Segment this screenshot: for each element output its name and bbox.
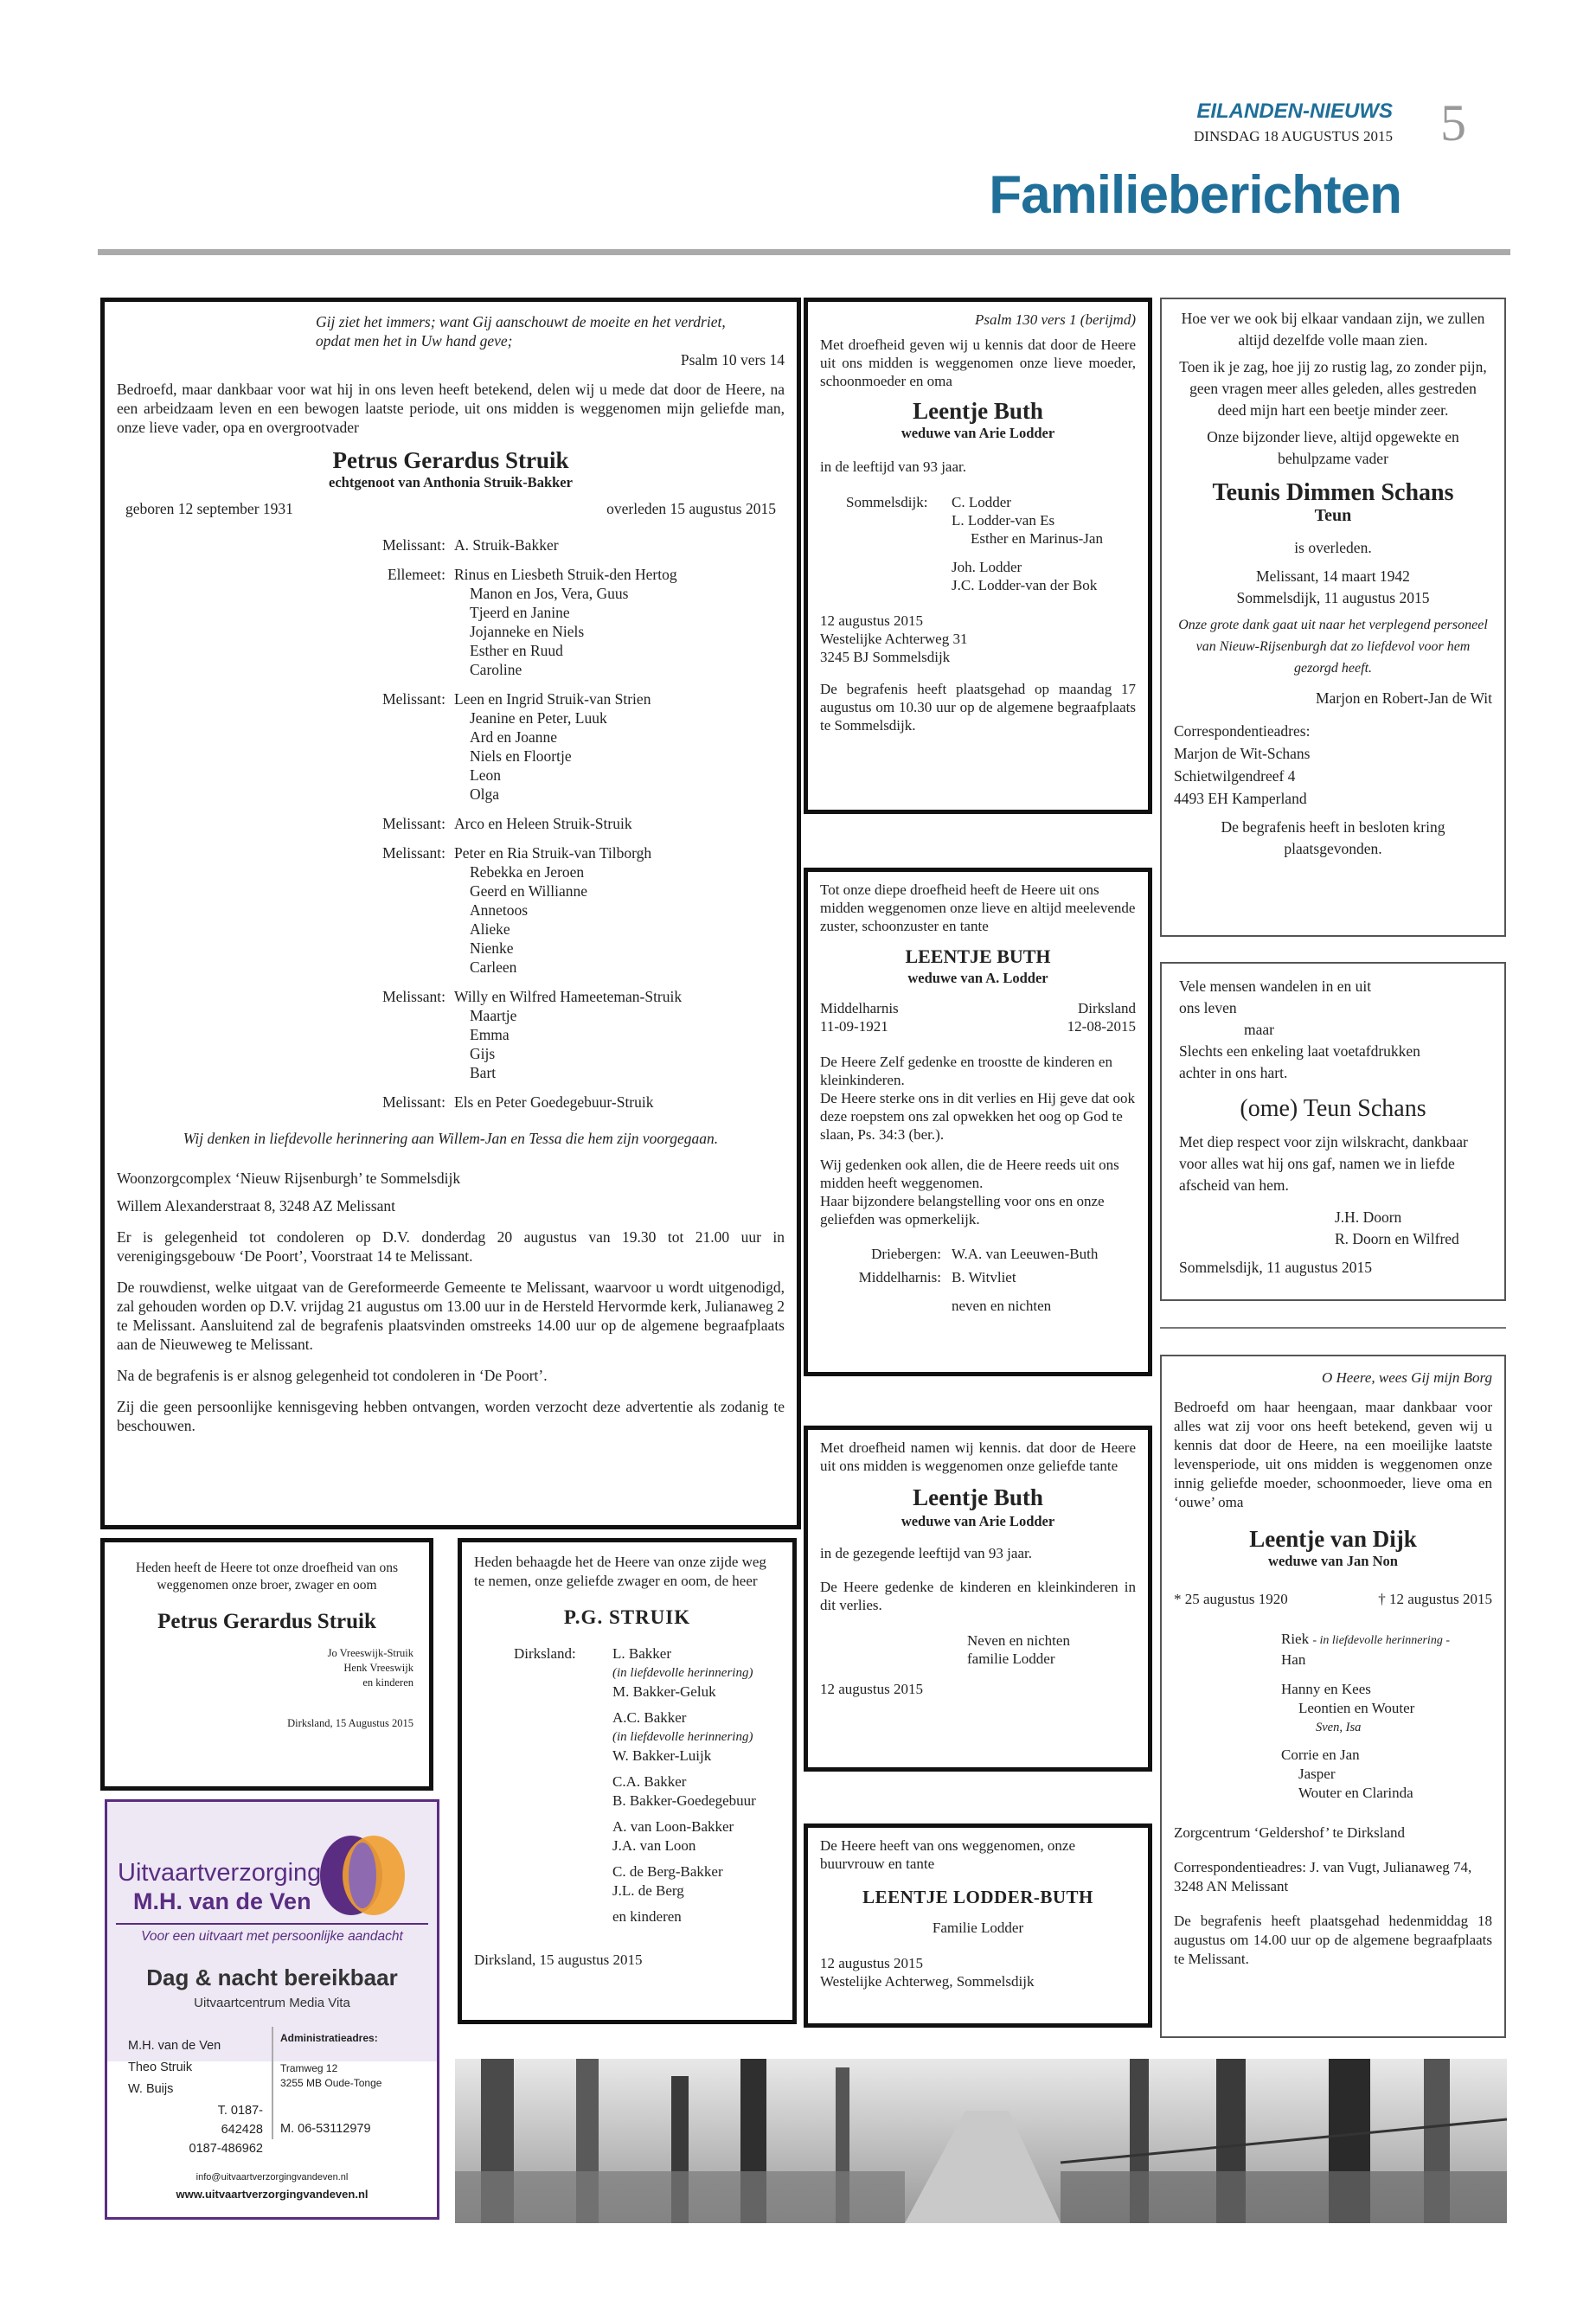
family-member: Wouter en Clarinda (1298, 1785, 1413, 1801)
poem-line: achter in ons hart. (1179, 1064, 1288, 1081)
family-member: Annetoos (470, 901, 529, 919)
obituary-leentje-buth-siblings (804, 868, 1152, 1376)
family-member: Leen en Ingrid Struik-van Strien (454, 690, 651, 708)
paragraph: De Heere gedenke de kinderen en kleinkinderen in dit verlies. (820, 1579, 1136, 1613)
family-member: Jeanine en Peter, Luuk (470, 709, 607, 727)
funeral-text: De begrafenis heeft plaatsgehad hedenmiddag 18 augustus om 14.00 uur op de algemene begraafplaats te Melissant. (1174, 1913, 1492, 1967)
family-member: Maartje (470, 1007, 517, 1024)
signer-1: Neven en nichten (967, 1632, 1070, 1649)
signer-name: B. Witvliet (952, 1269, 1016, 1285)
family-member: Nienke (470, 939, 514, 957)
family-place (376, 727, 454, 747)
deceased-name: Leentje Buth (913, 398, 1043, 424)
family-member: Jasper (1298, 1766, 1336, 1782)
birth-date: 11-09-1921 (820, 1018, 888, 1035)
address-text: Correspondentieadres: J. van Vugt, Julianaweg 74, 3248 AN Melissant (1174, 1859, 1472, 1894)
spouse-line: weduwe van A. Lodder (907, 970, 1048, 986)
date-line: 12 augustus 2015 (820, 1681, 923, 1697)
address-date: 12 augustus 2015 (820, 612, 923, 629)
family-member: Emma (470, 1026, 510, 1043)
paragraph-1: De Heere Zelf gedenke en troostte de kinderen en kleinkinderen. (820, 1054, 1112, 1088)
family-member: W. Bakker-Luijk (612, 1747, 712, 1764)
death-date: † 12 augustus 2015 (1378, 1591, 1492, 1607)
thanks-text: Onze grote dank gaat uit naar het verplegend personeel van Nieuw-Rijsenburgh dat zo liefdevol voor hem gezorgd heeft. (1178, 618, 1488, 676)
quote-ref: Psalm 130 vers 1 (berijmd) (974, 311, 1136, 328)
family-member: Manon en Jos, Vera, Guus (470, 585, 629, 602)
tagline: Voor een uitvaart met persoonlijke aandacht (141, 1929, 403, 1944)
address-line-2: Willem Alexanderstraat 8, 3248 AZ Melissant (117, 1197, 396, 1215)
signer-2: Henk Vreeswijk (343, 1662, 413, 1674)
family-member: (in liefdevolle herinnering) (612, 1730, 753, 1744)
address-label: Correspondentieadres: (1174, 722, 1311, 740)
deceased-name: LEENTJE LODDER-BUTH (862, 1887, 1093, 1907)
family-place (376, 747, 454, 766)
obituary-teunis-schans (1160, 298, 1506, 937)
header-rule (98, 249, 1510, 255)
notice-text: Onze bijzonder lieve, altijd opgewekte en behulpzame vader (1207, 428, 1459, 467)
family-place: Ellemeet: (387, 566, 445, 583)
family-place (376, 939, 454, 958)
family-member: Bart (470, 1064, 497, 1081)
subline: Uitvaartcentrum Media Vita (194, 1996, 350, 2010)
forest-path-photo (455, 2059, 1507, 2223)
family-place (376, 901, 454, 920)
poem-1: Hoe ver we ook bij elkaar vandaan zijn, we zullen altijd dezelfde volle maan zien. (1181, 310, 1485, 349)
staff-3: W. Buijs (128, 2082, 174, 2096)
poem-2: Toen ik je zag, hoe jij zo rustig lag, zo zonder pijn, geen vragen meer alles geleden, alles gestreden deed mijn hart een beetje minder zeer. (1179, 358, 1487, 419)
family-member: L. Bakker (612, 1645, 671, 1662)
paragraph-2: De Heere sterke ons in dit verlies en Hij geve dat ook deze roepstem ons zal opwekken het oog op God te slaan, Ps. 34:3 (ber.). (820, 1090, 1135, 1143)
family-place: Melissant: (382, 815, 445, 832)
family-member: (in liefdevolle herinnering) (612, 1666, 753, 1680)
funeral-service-ad (105, 1799, 439, 2220)
mobile: M. 06-53112979 (280, 2122, 371, 2136)
birth-date: * 25 augustus 1920 (1174, 1591, 1288, 1607)
poem-line: ons leven (1179, 999, 1237, 1016)
quote-line-2: opdat men het in Uw hand geve; (316, 332, 513, 349)
family-place (376, 641, 454, 660)
obituary-struik-main (100, 298, 801, 1529)
deceased-name: (ome) Teun Schans (1240, 1095, 1426, 1122)
address-street: Westelijke Achterweg 31 (820, 631, 968, 647)
place-line: Zorgcentrum ‘Geldershof’ te Dirksland (1174, 1824, 1406, 1841)
family-member: Sven, Isa (1316, 1721, 1362, 1734)
staff-2: Theo Struik (128, 2061, 193, 2074)
deceased-name: Teunis Dimmen Schans (1212, 479, 1454, 506)
admin-city: 3255 MB Oude-Tonge (280, 2077, 382, 2089)
deceased-name: P.G. STRUIK (563, 1606, 691, 1628)
quote-ref: Psalm 10 vers 14 (680, 351, 785, 369)
family-place (376, 785, 454, 804)
family-place (376, 862, 454, 881)
poem-line: Slechts een enkeling laat voetafdrukken (1179, 1042, 1420, 1060)
family-member: Leon (470, 766, 501, 784)
family-member: Tjeerd en Janine (470, 604, 570, 621)
poem-line: Vele mensen wandelen in en uit (1179, 977, 1372, 995)
intro-text: Bedroefd, maar dankbaar voor wat hij in ons leven heeft betekend, delen wij u mede dat door de Heere, na een arbeidzaam leven en een bewogen laatste periode, uit ons midden is weggenomen mijn geliefde man, onze lieve vader, opa en overgrootvader (117, 381, 785, 436)
birth-line: Melissant, 14 maart 1942 (1256, 567, 1410, 585)
email-link[interactable]: info@uitvaartverzorgingvandeven.nl (195, 2172, 349, 2182)
age-line: in de gezegende leeftijd van 93 jaar. (820, 1545, 1032, 1561)
family-member: Leontien en Wouter (1298, 1700, 1415, 1716)
family-place (376, 584, 454, 603)
family-member: C. Lodder (952, 494, 1011, 510)
funeral-text: De begrafenis heeft plaatsgehad op maandag 17 augustus om 10.30 uur op de algemene begraafplaats te Sommelsdijk. (820, 681, 1136, 734)
family-member: Geerd en Willianne (470, 882, 588, 900)
notice-text: Met diep respect voor zijn wilskracht, dankbaar voor alles wat hij ons gaf, namen we in liefde afscheid van hem. (1179, 1133, 1468, 1194)
closing-line: neven en nichten (952, 1298, 1052, 1314)
family-member: C.A. Bakker (612, 1773, 687, 1790)
family-member: Han (1281, 1651, 1306, 1668)
notice-text: Tot onze diepe droefheid heeft de Heere uit ons midden weggenomen onze lieve en altijd meelevende zuster, schoonzuster en tante (820, 881, 1136, 934)
family-member: Niels en Floortje (470, 747, 572, 765)
address-line-1: Woonzorgcomplex ‘Nieuw Rijsenburgh’ te Sommelsdijk (117, 1170, 461, 1187)
family-place: Melissant: (382, 1093, 445, 1111)
family-place (376, 766, 454, 785)
family-place (376, 622, 454, 641)
family-member: Carleen (470, 958, 517, 976)
family-place (376, 920, 454, 939)
family-member: C. de Berg-Bakker (612, 1863, 723, 1880)
masthead-date: DINSDAG 18 AUGUSTUS 2015 (1194, 128, 1393, 144)
admin-label: Administratieadres: (280, 2032, 378, 2044)
family-place (376, 881, 454, 901)
deceased-name: LEENTJE BUTH (905, 945, 1051, 967)
age-line: in de leeftijd van 93 jaar. (820, 458, 966, 475)
signer-2: R. Doorn en Wilfred (1335, 1230, 1459, 1247)
address-name: Marjon de Wit-Schans (1174, 745, 1311, 762)
place-label: Dirksland: (514, 1645, 576, 1662)
after-funeral-text: Na de begrafenis is er alsnog gelegenheid tot condoleren in ‘De Poort’. (117, 1367, 548, 1384)
signer-1: J.H. Doorn (1335, 1208, 1402, 1226)
family-member: en kinderen (612, 1908, 682, 1925)
family-member: Joh. Lodder (952, 559, 1022, 575)
family-member: Gijs (470, 1045, 496, 1062)
family-member: Willy en Wilfred Hameeteman-Struik (454, 988, 683, 1005)
obituary-leentje-buth-nieces (804, 1426, 1152, 1772)
birth-place: Middelharnis (820, 1000, 899, 1016)
headline: Dag & nacht bereikbaar (146, 1965, 398, 1990)
family-note: - in liefdevolle herinnering - (1312, 1634, 1450, 1647)
notice-text: Zij die geen persoonlijke kennisgeving hebben ontvangen, worden verzocht deze advertentie als zodanig te beschouwen. (117, 1398, 785, 1434)
family-place: Melissant: (382, 536, 445, 554)
quote: O Heere, wees Gij mijn Borg (1321, 1369, 1492, 1386)
family-place: Melissant: (382, 690, 445, 708)
family-member: Riek (1281, 1631, 1310, 1647)
notice-text: Met droefheid namen wij kennis. dat door de Heere uit ons midden is weggenomen onze geliefde tante (820, 1439, 1136, 1474)
obituary-pg-struik (458, 1538, 797, 2024)
family-member: L. Lodder-van Es (952, 512, 1055, 529)
nickname: Teun (1314, 506, 1352, 525)
family-member: M. Bakker-Geluk (612, 1683, 716, 1700)
family-member: A. Struik-Bakker (454, 536, 559, 554)
spouse-line: echtgenoot van Anthonia Struik-Bakker (329, 474, 573, 490)
death-date: overleden 15 augustus 2015 (606, 500, 776, 517)
family-member: Rebekka en Jeroen (470, 863, 585, 881)
obituary-ome-teun (1160, 962, 1506, 1301)
family-member: Esther en Marinus-Jan (971, 530, 1103, 547)
notice-text: De Heere heeft van ons weggenomen, onze buurvrouw en tante (820, 1837, 1076, 1872)
family-member: Jojanneke en Niels (470, 623, 585, 640)
staff-1: M.H. van de Ven (128, 2039, 221, 2053)
family-member: J.L. de Berg (612, 1882, 684, 1899)
service-text: De rouwdienst, welke uitgaat van de Gereformeerde Gemeente te Melissant, waarvoor u wordt uitgenodigd, zal gehouden worden op D.V. vrijdag 21 augustus om 13.00 uur in de Hersteld Hervormde kerk, Julianaweg 2 te Melissant. Aansluitend zal de begrafenis plaatsvinden omstreeks 14.00 uur op de algemene begraafplaats aan de Nieuweweg te Melissant. (117, 1279, 785, 1353)
obituary-leentje-buth-family (804, 298, 1152, 814)
spouse-line: weduwe van Jan Non (1268, 1553, 1398, 1569)
deceased-name: Leentje van Dijk (1249, 1526, 1417, 1552)
family-place (376, 603, 454, 622)
family-member: Corrie en Jan (1281, 1747, 1360, 1763)
family-member: Els en Peter Goedegebuur-Struik (454, 1093, 654, 1111)
family-member: J.A. van Loon (612, 1837, 696, 1854)
funeral-text: De begrafenis heeft in besloten kring plaatsgevonden. (1221, 818, 1445, 857)
family-place (376, 708, 454, 727)
signer-place: Middelharnis: (858, 1269, 941, 1285)
notice-text: Heden behaagde het de Heere van onze zijde weg te nemen, onze geliefde zwager en oom, de heer (474, 1554, 766, 1589)
family-list (376, 535, 785, 1112)
address-city: 3245 BJ Sommelsdijk (820, 649, 951, 665)
obituary-struik-vreeswijk (100, 1538, 433, 1791)
family-place (376, 1063, 454, 1082)
family-member: Alieke (470, 920, 510, 938)
place-date: Sommelsdijk, 11 augustus 2015 (1179, 1259, 1372, 1276)
family-member: Esther en Ruud (470, 642, 563, 659)
date-line: 12 augustus 2015 (820, 1955, 923, 1971)
notice-text: Bedroefd om haar heengaan, maar dankbaar voor alles wat zij voor ons heeft betekend, geven wij u kennis dat door de Heere, na een moeilijke laatste levensperiode, uit ons midden is weggenomen onze innig geliefde moeder, schoonmoeder, lieve oma en ‘ouwe’ oma (1174, 1399, 1492, 1510)
passed-line: is overleden. (1294, 539, 1372, 556)
admin-street: Tramweg 12 (280, 2062, 338, 2074)
death-date: 12-08-2015 (1067, 1018, 1136, 1035)
family-place: Melissant: (382, 844, 445, 862)
address-city: 4493 EH Kamperland (1174, 790, 1307, 807)
place-label: Sommelsdijk: (846, 494, 928, 510)
deceased-name: Petrus Gerardus Struik (332, 447, 569, 473)
website-link[interactable]: www.uitvaartverzorgingvandeven.nl (176, 2188, 369, 2201)
family-member: B. Bakker-Goedegebuur (612, 1792, 756, 1809)
signer-2: familie Lodder (967, 1650, 1055, 1667)
birth-date: geboren 12 september 1931 (125, 500, 293, 517)
family-member: Peter en Ria Struik-van Tilborgh (454, 844, 652, 862)
family-member: Olga (470, 785, 500, 803)
obituary-leentje-lodder-buth (804, 1823, 1152, 2028)
address-line: Westelijke Achterweg, Sommelsdijk (820, 1973, 1035, 1990)
logo-circles-icon (315, 1828, 410, 1923)
signer-1: Jo Vreeswijk-Struik (327, 1647, 413, 1659)
family-place (376, 1025, 454, 1044)
signer-name: W.A. van Leeuwen-Buth (952, 1246, 1099, 1262)
quote-line-1: Gij ziet het immers; want Gij aanschouwt de moeite en het verdriet, (316, 313, 726, 330)
notice-text: Heden heeft de Heere tot onze droefheid van ons weggenomen onze broer, zwager en oom (136, 1561, 398, 1593)
brand-line-1: Uitvaartverzorging (118, 1859, 322, 1887)
spouse-line: weduwe van Arie Lodder (901, 1513, 1055, 1529)
signer: Familie Lodder (932, 1920, 1024, 1936)
signer-place: Driebergen: (871, 1246, 941, 1262)
section-title: Familieberichten (989, 165, 1401, 225)
memory-line: Wij denken in liefdevolle herinnering aan Willem-Jan en Tessa die hem zijn voorgegaan. (183, 1130, 719, 1147)
family-member: J.C. Lodder-van der Bok (952, 577, 1098, 593)
signer-3: en kinderen (362, 1676, 413, 1689)
address-street: Schietwilgendreef 4 (1174, 767, 1296, 785)
family-member: Rinus en Liesbeth Struik-den Hertog (454, 566, 677, 583)
paragraph-4: Haar bijzondere belangstelling voor ons en onze geliefden was opmerkelijk. (820, 1193, 1105, 1227)
condolence-text: Er is gelegenheid tot condoleren op D.V. donderdag 20 augustus van 19.30 tot 21.00 uur in verenigingsgebouw ‘De Poort’, Voorstraat 14 te Melissant. (117, 1228, 785, 1265)
family-place (376, 660, 454, 679)
spouse-line: weduwe van Arie Lodder (901, 425, 1055, 441)
family-member: Hanny en Kees (1281, 1681, 1371, 1697)
phone-2: 0187-486962 (189, 2142, 263, 2156)
family-list (612, 1644, 756, 1926)
family-place: Melissant: (382, 988, 445, 1005)
deceased-name: Leentje Buth (913, 1484, 1043, 1510)
paragraph-3: Wij gedenken ook allen, die de Heere reeds uit ons midden heeft weggenomen. (820, 1157, 1119, 1191)
family-place (376, 1006, 454, 1025)
signers: Marjon en Robert-Jan de Wit (1315, 689, 1492, 707)
masthead-logo: EILANDEN-NIEUWS (1196, 99, 1393, 123)
place-date: Dirksland, 15 augustus 2015 (474, 1952, 643, 1968)
poem-line: maar (1244, 1021, 1274, 1038)
deceased-name: Petrus Gerardus Struik (157, 1610, 376, 1633)
family-member: Arco en Heleen Struik-Struik (454, 815, 632, 832)
notice-text: Met droefheid geven wij u kennis dat door de Heere uit ons midden is weggenomen onze lieve moeder, schoonmoeder en oma (820, 336, 1136, 389)
death-line: Sommelsdijk, 11 augustus 2015 (1236, 589, 1430, 606)
family-member: Ard en Joanne (470, 728, 558, 746)
death-place: Dirksland (1077, 1000, 1136, 1016)
place-date: Dirksland, 15 Augustus 2015 (287, 1717, 413, 1729)
family-member: A. van Loon-Bakker (612, 1818, 734, 1835)
family-member: A.C. Bakker (612, 1709, 687, 1726)
family-place (376, 1044, 454, 1063)
obituary-leentje-van-dijk (1160, 1355, 1506, 2038)
brand-line-2: M.H. van de Ven (133, 1888, 311, 1914)
family-place (376, 958, 454, 977)
column-rule (1160, 1327, 1506, 1329)
page-number: 5 (1440, 94, 1466, 151)
family-member: Caroline (470, 661, 522, 678)
phone-1: T. 0187-642428 (217, 2104, 263, 2137)
